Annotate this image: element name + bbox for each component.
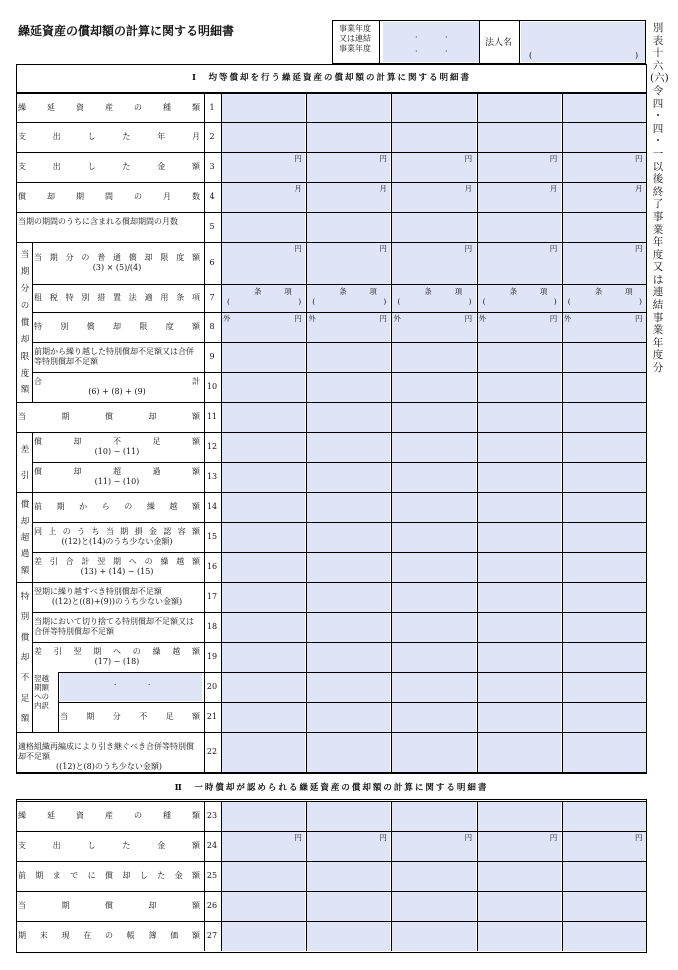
- row-number: 6: [209, 258, 215, 267]
- amount-field[interactable]: [392, 832, 475, 861]
- row-label: 前期からの繰越額: [34, 502, 200, 511]
- amount-field[interactable]: [563, 892, 646, 921]
- amount-field[interactable]: [478, 243, 561, 284]
- amount-field[interactable]: [563, 802, 646, 831]
- amount-field[interactable]: [222, 463, 305, 492]
- amount-field[interactable]: [478, 922, 561, 951]
- row-number: 26: [206, 901, 218, 910]
- amount-field[interactable]: [307, 862, 390, 891]
- row-label: 償却期間の月数: [18, 192, 200, 201]
- amount-field[interactable]: [307, 733, 390, 772]
- unit-label: 月: [464, 184, 473, 193]
- amount-field[interactable]: [563, 123, 646, 152]
- row-number: 22: [206, 747, 218, 756]
- amount-field[interactable]: [392, 553, 475, 582]
- row-label: 当期償却額: [18, 412, 200, 421]
- amount-field[interactable]: [222, 213, 305, 242]
- corp-name-input[interactable]: [521, 22, 645, 62]
- amount-field[interactable]: [563, 733, 646, 772]
- amount-field[interactable]: [392, 862, 475, 891]
- amount-field[interactable]: [307, 673, 390, 702]
- row-label: 支出した金額: [18, 162, 200, 171]
- row-label: 当期において切り捨てる特別償却不足額又は合併等特別償却不足額: [34, 617, 194, 636]
- amount-field[interactable]: [307, 832, 390, 861]
- amount-field[interactable]: [563, 243, 646, 284]
- row-label: 期末現在の帳簿価額: [18, 931, 200, 940]
- row-label: 当期分不足額: [60, 712, 200, 721]
- amount-field[interactable]: [563, 643, 646, 672]
- amount-field[interactable]: [222, 153, 305, 182]
- amount-field[interactable]: [222, 892, 305, 921]
- amount-field[interactable]: [478, 583, 561, 612]
- amount-field[interactable]: [478, 403, 561, 432]
- clause-label: 項: [369, 287, 377, 296]
- unit-label: 円: [294, 833, 302, 842]
- section-1-heading: Ⅰ 均等償却を行う繰延資産の償却額の計算に関する明細書: [192, 73, 471, 83]
- amount-field[interactable]: [478, 862, 561, 891]
- row-label: 租税特別措置法適用条項: [34, 293, 200, 302]
- amount-field[interactable]: [222, 493, 305, 522]
- amount-field[interactable]: [307, 243, 390, 284]
- row-number: 16: [206, 562, 218, 571]
- unit-label: 円: [379, 314, 387, 323]
- amount-field[interactable]: [307, 285, 390, 312]
- amount-field[interactable]: [478, 433, 561, 462]
- row-number: 14: [206, 502, 218, 511]
- amount-field[interactable]: [222, 613, 305, 642]
- period-input[interactable]: [383, 22, 479, 62]
- amount-field[interactable]: [478, 643, 561, 672]
- amount-field[interactable]: [478, 553, 561, 582]
- clause-label: 項: [539, 287, 548, 296]
- unit-label: 月: [549, 184, 558, 193]
- amount-field[interactable]: [307, 433, 390, 462]
- amount-field[interactable]: [392, 123, 475, 152]
- amount-field[interactable]: [563, 493, 646, 522]
- row-label: 前期から繰り越した特別償却不足額又は合併等特別償却不足額: [34, 347, 194, 366]
- row-number: 15: [206, 532, 218, 541]
- outside-label: 外: [223, 314, 231, 323]
- amount-field[interactable]: [478, 94, 561, 122]
- amount-field[interactable]: [392, 153, 475, 182]
- group-label-excess: 償 却 超 過 額: [20, 500, 30, 576]
- row-label: 翌期に繰り越すべき特別償却不足額 ((12)と((8)+(9))のうち少ない金額): [34, 587, 183, 606]
- amount-field[interactable]: [392, 373, 475, 402]
- amount-field[interactable]: [392, 183, 475, 212]
- amount-field[interactable]: [307, 403, 390, 432]
- amount-field[interactable]: [563, 673, 646, 702]
- amount-field[interactable]: [478, 285, 561, 312]
- amount-field[interactable]: [307, 643, 390, 672]
- amount-field[interactable]: [478, 373, 561, 402]
- row-label: 適格組織再編成により引き継ぐべき合併等特別償却不足額 ((12)と(8)のうち少ない金額): [18, 742, 194, 771]
- group-label-limit: 当 期 分 の 償 却 限 度 額: [20, 250, 30, 396]
- row-label: 特別償却限度額: [34, 322, 200, 331]
- amount-field[interactable]: [307, 583, 390, 612]
- amount-field[interactable]: [392, 523, 475, 552]
- amount-field[interactable]: [392, 403, 475, 432]
- amount-field[interactable]: [307, 463, 390, 492]
- row-number: 23: [206, 811, 218, 820]
- unit-label: 円: [635, 314, 643, 323]
- amount-field[interactable]: [222, 643, 305, 672]
- amount-field[interactable]: [222, 922, 305, 951]
- amount-field[interactable]: [307, 613, 390, 642]
- unit-label: 円: [294, 314, 302, 323]
- amount-field[interactable]: [307, 493, 390, 522]
- row-number: 24: [206, 841, 218, 850]
- amount-field[interactable]: [392, 922, 475, 951]
- amount-field[interactable]: [563, 922, 646, 951]
- amount-field[interactable]: [222, 583, 305, 612]
- row-label: 差引合計翌期への繰越額 (13) + (14) − (15): [34, 557, 200, 576]
- amount-field[interactable]: [563, 583, 646, 612]
- outside-label: 外: [478, 314, 487, 323]
- amount-field[interactable]: [392, 703, 475, 732]
- unit-label: 円: [464, 833, 473, 842]
- amount-field[interactable]: [307, 373, 390, 402]
- amount-field[interactable]: [222, 733, 305, 772]
- row-label: 同上のうち当期損金認容額 ((12)と(14)のうち少ない金額): [34, 527, 200, 546]
- row-number: 10: [206, 382, 218, 391]
- row-number: 3: [209, 162, 215, 171]
- amount-field[interactable]: [563, 613, 646, 642]
- amount-field[interactable]: [563, 94, 646, 122]
- amount-field[interactable]: [478, 313, 561, 342]
- amount-field[interactable]: [392, 343, 475, 372]
- period-label: 事業年度 又は連結 事業年度: [339, 24, 371, 53]
- article-label: 条: [509, 287, 518, 296]
- amount-field[interactable]: [478, 613, 561, 642]
- unit-label: 円: [294, 154, 302, 163]
- amount-field[interactable]: [392, 583, 475, 612]
- amount-field[interactable]: [478, 493, 561, 522]
- amount-field[interactable]: [478, 183, 561, 212]
- amount-field[interactable]: [222, 243, 305, 284]
- header-box: 事業年度 又は連結 事業年度 · · · · 法人名 ( ): [332, 20, 646, 64]
- unit-label: 円: [549, 244, 558, 253]
- amount-field[interactable]: [307, 94, 390, 122]
- unit-label: 月: [294, 184, 302, 193]
- unit-label: 円: [379, 244, 387, 253]
- amount-field[interactable]: [392, 733, 475, 772]
- amount-field[interactable]: [478, 733, 561, 772]
- unit-label: 円: [379, 154, 387, 163]
- amount-field[interactable]: [307, 892, 390, 921]
- row-label: 繰延資産の種類: [18, 102, 200, 112]
- row-label: 支出した金額: [18, 841, 200, 850]
- amount-field[interactable]: [563, 523, 646, 552]
- amount-field[interactable]: [307, 553, 390, 582]
- row-number: 11: [206, 412, 218, 421]
- amount-field[interactable]: [307, 523, 390, 552]
- amount-field[interactable]: [392, 802, 475, 831]
- amount-field[interactable]: [392, 243, 475, 284]
- amount-field[interactable]: [222, 832, 305, 861]
- amount-field[interactable]: [307, 153, 390, 182]
- amount-field[interactable]: [392, 285, 475, 312]
- group-label-diff: 差 引: [20, 445, 30, 481]
- unit-label: 円: [549, 314, 558, 323]
- amount-field[interactable]: [478, 213, 561, 242]
- unit-label: 円: [549, 154, 558, 163]
- amount-field[interactable]: [563, 553, 646, 582]
- amount-field[interactable]: [392, 94, 475, 122]
- amount-field[interactable]: [392, 673, 475, 702]
- page-title: 繰延資産の償却額の計算に関する明細書: [18, 24, 235, 38]
- amount-field[interactable]: [478, 153, 561, 182]
- row-number: 18: [206, 622, 218, 631]
- row-label: 当期償却額: [18, 901, 200, 910]
- row-number: 8: [209, 322, 215, 331]
- row-number: 20: [206, 682, 218, 691]
- amount-field[interactable]: [563, 343, 646, 372]
- amount-field[interactable]: [222, 703, 305, 732]
- amount-field[interactable]: [222, 343, 305, 372]
- amount-field[interactable]: [563, 463, 646, 492]
- amount-field[interactable]: [222, 433, 305, 462]
- amount-field[interactable]: [307, 703, 390, 732]
- amount-field[interactable]: [392, 493, 475, 522]
- unit-label: 円: [379, 833, 387, 842]
- amount-field[interactable]: [392, 213, 475, 242]
- amount-field[interactable]: [307, 183, 390, 212]
- article-label: 条: [424, 287, 432, 296]
- breakdown-period-input[interactable]: [60, 673, 202, 701]
- amount-field[interactable]: [563, 285, 646, 312]
- group-label-special: 特 別 償 却 不 足 額: [20, 592, 30, 724]
- row-number: 21: [206, 712, 218, 721]
- unit-label: 円: [549, 833, 558, 842]
- row-label: 当期の期間のうちに含まれる償却期間の月数: [18, 217, 178, 226]
- article-label: 条: [594, 287, 603, 296]
- row-number: 1: [209, 102, 215, 112]
- amount-field[interactable]: [478, 343, 561, 372]
- section-2-heading: Ⅱ 一時償却が認められる繰延資産の償却額の計算に関する明細書: [174, 783, 489, 793]
- corp-name-label: 法人名: [485, 38, 513, 48]
- amount-field[interactable]: [563, 213, 646, 242]
- row-number: 13: [206, 472, 218, 481]
- row-number: 27: [206, 931, 218, 940]
- row-label: 差引翌期への繰越額 (17) − (18): [34, 647, 200, 666]
- amount-field[interactable]: [392, 313, 475, 342]
- unit-label: 円: [464, 314, 473, 323]
- amount-field[interactable]: [222, 403, 305, 432]
- row-number: 9: [209, 352, 215, 361]
- amount-field[interactable]: [307, 213, 390, 242]
- amount-field[interactable]: [222, 313, 305, 342]
- row-label: 支出した年月: [18, 132, 200, 141]
- row-label: 繰延資産の種類: [18, 811, 200, 820]
- unit-label: 月: [635, 184, 643, 193]
- amount-field[interactable]: [478, 123, 561, 152]
- amount-field[interactable]: [478, 463, 561, 492]
- group-label-breakdown: 翌越期額への内訳: [34, 674, 49, 710]
- amount-field[interactable]: [563, 433, 646, 462]
- amount-field[interactable]: [563, 373, 646, 402]
- amount-field[interactable]: [392, 643, 475, 672]
- clause-label: 項: [454, 287, 463, 296]
- amount-field[interactable]: [222, 373, 305, 402]
- amount-field[interactable]: [563, 153, 646, 182]
- row-number: 17: [206, 592, 218, 601]
- amount-field[interactable]: [222, 862, 305, 891]
- unit-label: 円: [635, 244, 643, 253]
- amount-field[interactable]: [222, 553, 305, 582]
- amount-field[interactable]: [392, 892, 475, 921]
- amount-field[interactable]: [563, 403, 646, 432]
- row-label: 償却超過額 (11) − (10): [34, 467, 200, 486]
- unit-label: 円: [294, 244, 302, 253]
- amount-field[interactable]: [222, 123, 305, 152]
- amount-field[interactable]: [563, 862, 646, 891]
- amount-field[interactable]: [307, 922, 390, 951]
- amount-field[interactable]: [222, 285, 305, 312]
- row-number: 7: [209, 293, 215, 302]
- unit-label: 月: [379, 184, 387, 193]
- amount-field[interactable]: [478, 523, 561, 552]
- amount-field[interactable]: [392, 463, 475, 492]
- amount-field[interactable]: [563, 703, 646, 732]
- form-side-note: 別 表 十 六 (六) 令 四 ・ 四 ・ 一 以 後 終 了 事 業 年 度 又 は 連 結 事 業 年 度 分: [650, 22, 669, 375]
- amount-field[interactable]: [222, 183, 305, 212]
- row-label: 合計 (6) + (8) + (9): [34, 377, 200, 396]
- amount-field[interactable]: [392, 433, 475, 462]
- clause-label: 項: [284, 287, 292, 296]
- outside-label: 外: [393, 314, 401, 323]
- row-number: 25: [206, 871, 218, 880]
- amount-field[interactable]: [392, 613, 475, 642]
- amount-field[interactable]: [478, 832, 561, 861]
- unit-label: 円: [464, 154, 473, 163]
- outside-label: 外: [308, 314, 316, 323]
- article-label: 条: [339, 287, 347, 296]
- amount-field[interactable]: [563, 183, 646, 212]
- amount-field[interactable]: [307, 123, 390, 152]
- clause-label: 項: [625, 287, 633, 296]
- amount-field[interactable]: [307, 313, 390, 342]
- row-label: 前期までに償却した金額: [18, 871, 200, 880]
- amount-field[interactable]: [478, 703, 561, 732]
- amount-field[interactable]: [222, 802, 305, 831]
- row-number: 19: [206, 652, 218, 661]
- unit-label: 円: [464, 244, 473, 253]
- amount-field[interactable]: [563, 313, 646, 342]
- row-number: 12: [206, 442, 218, 451]
- row-number: 5: [209, 222, 215, 231]
- row-label: 当期分の普通償却限度額 (3) × (5)/(4): [34, 253, 200, 272]
- amount-field[interactable]: [222, 94, 305, 122]
- amount-field[interactable]: [222, 523, 305, 552]
- amount-field[interactable]: [563, 832, 646, 861]
- amount-field[interactable]: [478, 673, 561, 702]
- amount-field[interactable]: [222, 673, 305, 702]
- amount-field[interactable]: [478, 892, 561, 921]
- article-label: 条: [254, 287, 262, 296]
- unit-label: 円: [635, 833, 643, 842]
- amount-field[interactable]: [307, 802, 390, 831]
- row-label: 償却不足額 (10) − (11): [34, 437, 200, 456]
- row-number: 4: [209, 192, 215, 201]
- amount-field[interactable]: [478, 802, 561, 831]
- outside-label: 外: [563, 314, 572, 323]
- row-number: 2: [209, 132, 215, 141]
- amount-field[interactable]: [307, 343, 390, 372]
- unit-label: 円: [635, 154, 643, 163]
